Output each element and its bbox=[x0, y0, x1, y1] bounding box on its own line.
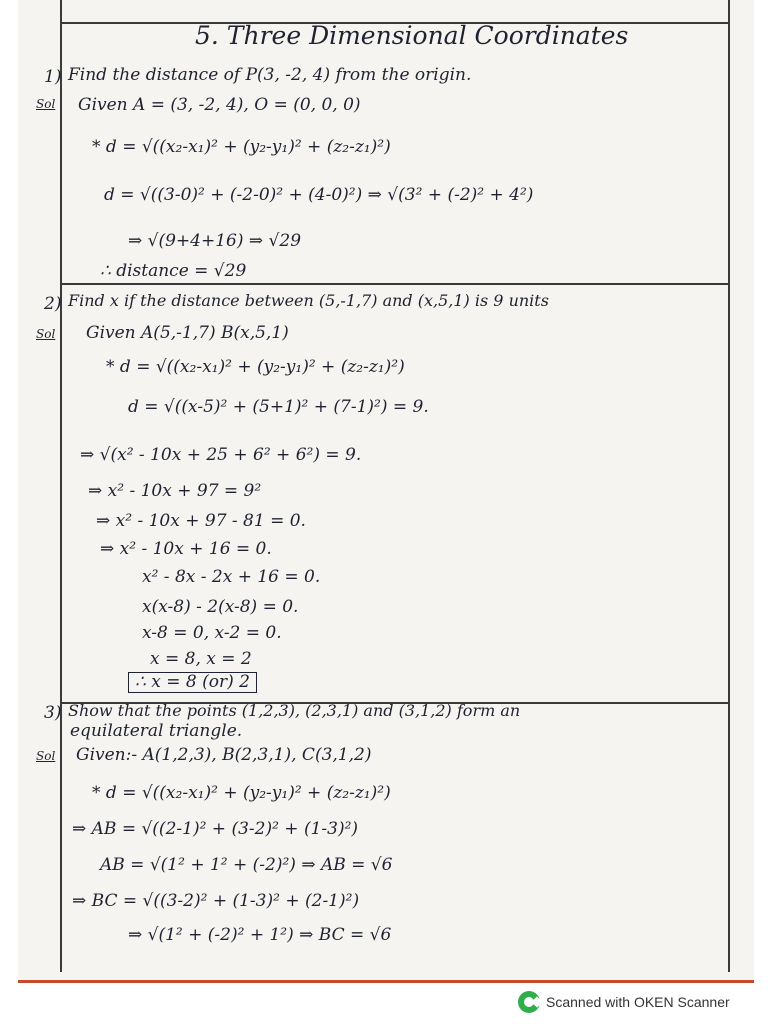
problem-2-step-8: x = 8, x = 2 bbox=[150, 649, 252, 669]
problem-1-question: Find the distance of P(3, -2, 4) from the origin. bbox=[68, 65, 472, 85]
problem-2-step-1: ⇒ √(x² - 10x + 25 + 6² + 6²) = 9. bbox=[80, 445, 362, 465]
problem-1-sol-tag: Sol bbox=[36, 97, 56, 111]
problem-2-question: Find x if the distance between (5,-1,7) and (x,5,1) is 9 units bbox=[68, 291, 549, 310]
problem-2-step-2: ⇒ x² - 10x + 97 = 9² bbox=[88, 481, 262, 501]
problem-1-answer: ∴ distance = √29 bbox=[100, 261, 247, 281]
divider-problem-2 bbox=[60, 283, 728, 285]
problem-1-number: 1) bbox=[44, 67, 62, 87]
problem-3-sol-tag: Sol bbox=[36, 749, 56, 763]
problem-2-step-5: x² - 8x - 2x + 16 = 0. bbox=[142, 567, 321, 587]
problem-2-step-7: x-8 = 0, x-2 = 0. bbox=[142, 623, 282, 643]
problem-2-formula: * d = √((x₂-x₁)² + (y₂-y₁)² + (z₂-z₁)²) bbox=[106, 357, 405, 377]
problem-3-bc-expression: ⇒ BC = √((3-2)² + (1-3)² + (2-1)²) bbox=[72, 891, 360, 911]
problem-3-given: Given:- A(1,2,3), B(2,3,1), C(3,1,2) bbox=[76, 745, 372, 765]
problem-1-substitution: d = √((3-0)² + (-2-0)² + (4-0)²) ⇒ √(3² + (-2)² + 4²) bbox=[104, 185, 534, 205]
problem-2-step-4: ⇒ x² - 10x + 16 = 0. bbox=[100, 539, 272, 559]
problem-2-step-6: x(x-8) - 2(x-8) = 0. bbox=[142, 597, 299, 617]
problem-3-formula: * d = √((x₂-x₁)² + (y₂-y₁)² + (z₂-z₁)²) bbox=[92, 783, 391, 803]
problem-2-substitution: d = √((x-5)² + (5+1)² + (7-1)²) = 9. bbox=[128, 397, 429, 417]
problem-3-number: 3) bbox=[44, 703, 62, 723]
problem-3-bc-result: ⇒ √(1² + (-2)² + 1²) ⇒ BC = √6 bbox=[128, 925, 392, 945]
problem-3-question-line-1: Show that the points (1,2,3), (2,3,1) and (3,1,2) form an bbox=[68, 701, 521, 720]
problem-3-question-line-2: equilateral triangle. bbox=[70, 721, 243, 741]
problem-3-ab-result: AB = √(1² + 1² + (-2)²) ⇒ AB = √6 bbox=[100, 855, 393, 875]
scanner-watermark-text: Scanned with OKEN Scanner bbox=[546, 994, 730, 1010]
problem-2-answer: ∴ x = 8 (or) 2 bbox=[128, 672, 257, 693]
scanner-watermark bbox=[518, 990, 730, 1014]
problem-2-sol-tag: Sol bbox=[36, 327, 56, 341]
problem-2-given: Given A(5,-1,7) B(x,5,1) bbox=[86, 323, 289, 343]
problem-3-ab-expression: ⇒ AB = √((2-1)² + (3-2)² + (1-3)²) bbox=[72, 819, 359, 839]
problem-2-number: 2) bbox=[44, 294, 62, 314]
problem-1-formula: * d = √((x₂-x₁)² + (y₂-y₁)² + (z₂-z₁)²) bbox=[92, 137, 391, 157]
problem-1-given: Given A = (3, -2, 4), O = (0, 0, 0) bbox=[78, 95, 361, 115]
problem-1-simplify: ⇒ √(9+4+16) ⇒ √29 bbox=[128, 231, 302, 251]
oken-scanner-logo-icon bbox=[518, 991, 540, 1013]
problem-2-step-3: ⇒ x² - 10x + 97 - 81 = 0. bbox=[96, 511, 306, 531]
page-title: 5. Three Dimensional Coordinates bbox=[195, 21, 629, 50]
